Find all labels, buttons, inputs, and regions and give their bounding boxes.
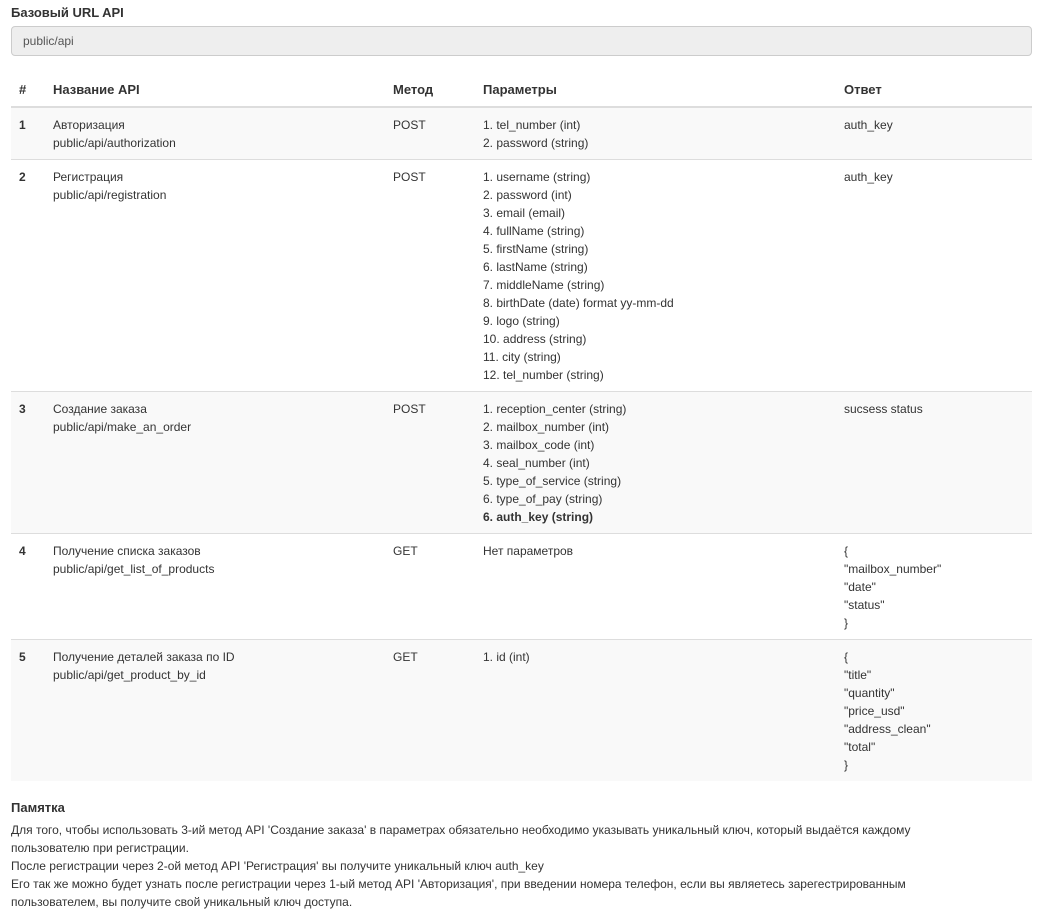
api-method: GET (385, 640, 475, 782)
header-response: Ответ (836, 73, 1032, 107)
api-params-cell (475, 534, 836, 640)
api-params-cell (475, 160, 836, 392)
api-name-cell (45, 160, 385, 392)
api-name-cell (45, 640, 385, 782)
param-item: 8. birthDate (date) format yy-mm-dd (483, 296, 674, 310)
param-item: 1. tel_number (int) (483, 118, 581, 132)
api-params-cell (475, 392, 836, 534)
memo-title: Памятка (11, 800, 65, 815)
api-name-cell (45, 107, 385, 160)
api-response-cell (836, 107, 1032, 160)
response-item: "total" (844, 740, 876, 754)
api-method: POST (385, 107, 475, 160)
param-item: 9. logo (string) (483, 314, 560, 328)
table-row (11, 107, 1032, 160)
response-item: sucsess status (844, 402, 923, 416)
param-item: 12. tel_number (string) (483, 368, 604, 382)
table-row (11, 534, 1032, 640)
api-title: Получение списка заказов (53, 544, 201, 558)
response-item: auth_key (844, 170, 893, 184)
api-title: Создание заказа (53, 402, 147, 416)
table-header-row (11, 73, 1032, 107)
table-row (11, 392, 1032, 534)
param-item: 1. username (string) (483, 170, 591, 184)
api-path: public/api/get_list_of_products (53, 562, 215, 576)
row-number: 1 (11, 107, 45, 160)
row-number: 5 (11, 640, 45, 782)
param-item: 2. password (int) (483, 188, 572, 202)
param-item: 4. seal_number (int) (483, 456, 590, 470)
response-item: } (844, 758, 849, 772)
param-item: 7. middleName (string) (483, 278, 605, 292)
api-response-cell (836, 392, 1032, 534)
api-method: POST (385, 392, 475, 534)
param-item: 1. id (int) (483, 650, 530, 664)
memo-line: После регистрации через 2-ой метод API 'Регистрация' вы получите уникальный ключ auth_key (11, 859, 544, 873)
response-item: } (844, 616, 849, 630)
api-path: public/api/get_product_by_id (53, 668, 206, 682)
param-item: 1. reception_center (string) (483, 402, 627, 416)
param-item: Нет параметров (483, 544, 574, 558)
memo-line: Его так же можно будет узнать после регистрации через 1-ый метод API 'Авторизация', при введении номера телефон, если вы являетесь зарегестрированным (11, 877, 906, 891)
header-params: Параметры (475, 73, 836, 107)
row-number: 2 (11, 160, 45, 392)
api-table (11, 73, 1032, 781)
response-item: "title" (844, 668, 872, 682)
base-url-label: Базовый URL API (11, 5, 124, 20)
param-item: 2. password (string) (483, 136, 589, 150)
param-item: 5. type_of_service (string) (483, 474, 622, 488)
param-item: 11. city (string) (483, 350, 561, 364)
header-name: Название API (45, 73, 385, 107)
memo-line: Для того, чтобы использовать 3-ий метод API 'Создание заказа' в параметрах обязательно необходимо указывать уникальный ключ, который выдаётся каждому (11, 823, 911, 837)
response-item: "quantity" (844, 686, 895, 700)
memo-line: пользователем, вы получите свой уникальный ключ доступа. (11, 895, 353, 909)
response-item: auth_key (844, 118, 893, 132)
response-item: "date" (844, 580, 876, 594)
row-number: 3 (11, 392, 45, 534)
api-title: Авторизация (53, 118, 125, 132)
api-params-cell (475, 640, 836, 782)
header-method: Метод (385, 73, 475, 107)
api-path: public/api/make_an_order (53, 420, 192, 434)
param-item: 10. address (string) (483, 332, 587, 346)
response-item: { (844, 650, 849, 664)
api-name-cell (45, 392, 385, 534)
param-item: 3. mailbox_code (int) (483, 438, 595, 452)
response-item: "mailbox_number" (844, 562, 942, 576)
api-method: GET (385, 534, 475, 640)
api-response-cell (836, 640, 1032, 782)
param-item-required: 6. auth_key (string) (483, 510, 594, 524)
response-item: "status" (844, 598, 885, 612)
api-path: public/api/authorization (53, 136, 176, 150)
api-path: public/api/registration (53, 188, 167, 202)
row-number: 4 (11, 534, 45, 640)
header-num: # (11, 73, 45, 107)
param-item: 2. mailbox_number (int) (483, 420, 610, 434)
param-item: 5. firstName (string) (483, 242, 589, 256)
param-item: 6. lastName (string) (483, 260, 588, 274)
memo-line: пользователю при регистрации. (11, 841, 189, 855)
param-item: 6. type_of_pay (string) (483, 492, 603, 506)
param-item: 3. email (email) (483, 206, 566, 220)
api-response-cell (836, 534, 1032, 640)
base-url-field[interactable] (11, 26, 1032, 56)
api-params-cell (475, 107, 836, 160)
table-row (11, 160, 1032, 392)
api-response-cell (836, 160, 1032, 392)
response-item: { (844, 544, 849, 558)
api-name-cell (45, 534, 385, 640)
memo-section (11, 799, 1032, 911)
response-item: "price_usd" (844, 704, 905, 718)
api-table-body (11, 107, 1032, 781)
table-row (11, 640, 1032, 782)
api-title: Регистрация (53, 170, 124, 184)
response-item: "address_clean" (844, 722, 931, 736)
api-title: Получение деталей заказа по ID (53, 650, 235, 664)
param-item: 4. fullName (string) (483, 224, 585, 238)
api-method: POST (385, 160, 475, 392)
